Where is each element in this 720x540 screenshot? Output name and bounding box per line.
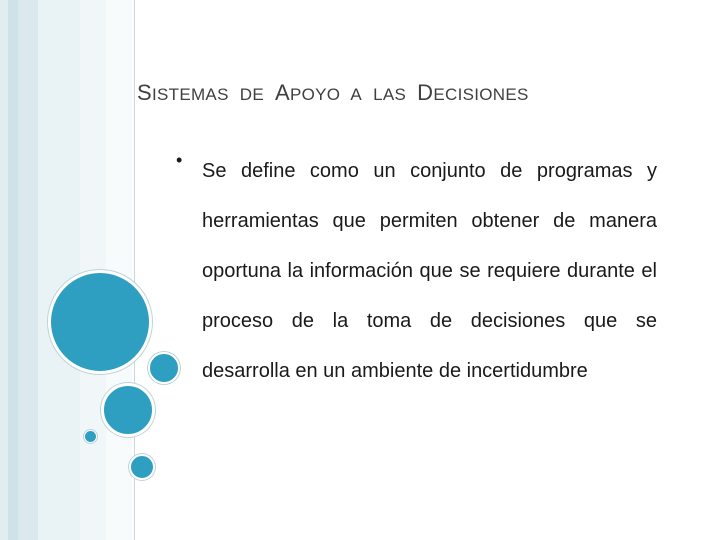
title-word: APOYO <box>275 80 341 105</box>
title-word: DECISIONES <box>417 80 529 105</box>
decor-circle-small <box>148 352 180 384</box>
decor-stripe <box>8 0 18 540</box>
title-word: LAS <box>373 85 407 104</box>
slide-title <box>137 80 529 106</box>
decor-stripe <box>0 0 8 540</box>
decor-circle-large <box>48 270 152 374</box>
decor-circle-medium <box>101 383 155 437</box>
decor-circle-tiny <box>84 430 97 443</box>
title-word: DE <box>239 85 264 104</box>
decor-stripe <box>38 0 80 540</box>
title-word: SISTEMAS <box>137 80 229 105</box>
decor-circle-small <box>129 454 155 480</box>
bullet-text: Se define como un conjunto de programas y herramientas que permiten obtener de manera oportuna la información que se requiere durante el proceso de la toma de decisiones que se desarrolla en un ambiente de incertidumbre <box>202 160 657 382</box>
decor-stripe <box>18 0 38 540</box>
bullet-marker: • <box>176 150 183 170</box>
title-word: A <box>350 85 363 104</box>
